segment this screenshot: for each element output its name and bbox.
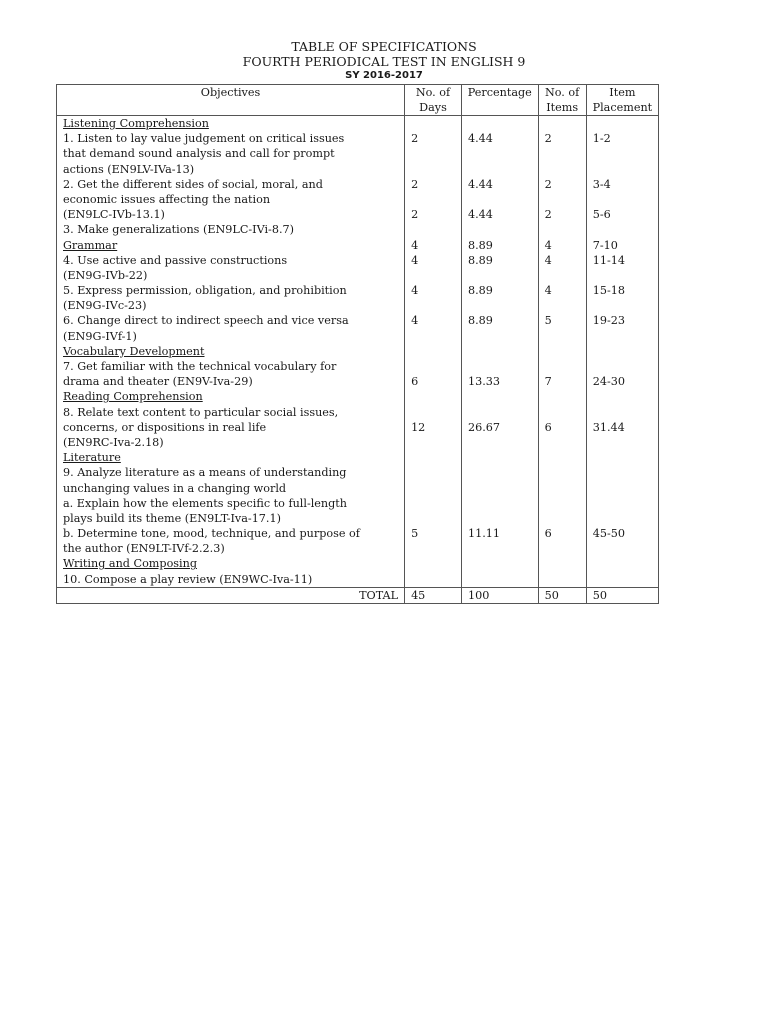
objective-line: 2. Get the different sides of social, moral, and (63, 177, 323, 191)
items-value (545, 298, 582, 313)
items-value: 4 (544, 253, 552, 267)
header-objectives-label: Objectives (200, 86, 261, 99)
objective-line: (EN9G-IVb-22) (63, 268, 148, 282)
document-header (0, 40, 768, 82)
days-value: 4 (411, 253, 419, 267)
total-days: 45 (405, 587, 462, 603)
objective-line: 7. Get familiar with the technical vocabulary for (63, 360, 337, 373)
objective-line: actions (EN9LV-IVa-13) (63, 162, 195, 176)
days-value (411, 405, 457, 420)
percentage-value (468, 389, 534, 404)
header-items-line2: Items (546, 101, 579, 114)
percentage-value (468, 496, 534, 511)
header-placement-line1: Item (609, 86, 636, 99)
items-value (545, 359, 582, 374)
document-subtitle: FOURTH PERIODICAL TEST IN ENGLISH 9 (242, 54, 526, 69)
items-value (545, 481, 582, 496)
items-value (545, 556, 582, 571)
objective-line: plays build its theme (EN9LT-Iva-17.1) (63, 511, 281, 525)
days-value (411, 389, 457, 404)
days-value: 4 (411, 314, 419, 328)
days-value (411, 481, 457, 496)
items-value (545, 572, 582, 587)
percentage-value: 8.89 (467, 238, 493, 252)
percentage-value (468, 465, 534, 480)
percentage-value: 4.44 (467, 132, 493, 146)
percentage-value: 11.11 (467, 527, 500, 541)
objective-line: (EN9G-IVf-1) (63, 329, 137, 343)
objective-line: 6. Change direct to indirect speech and vice versa (63, 314, 349, 328)
objective-line: 1. Listen to lay value judgement on critical issues (63, 132, 345, 146)
items-value: 2 (544, 208, 552, 222)
objective-line: that demand sound analysis and call for prompt (63, 147, 335, 161)
section-heading: Reading Comprehension (63, 390, 203, 404)
percentage-value: 13.33 (467, 375, 500, 389)
section-heading: Listening Comprehension (63, 117, 209, 130)
header-days (405, 85, 462, 116)
items-value (545, 329, 582, 344)
percentage-value (468, 450, 534, 465)
items-value (545, 465, 582, 480)
percentage-value (468, 268, 534, 283)
days-value (411, 359, 457, 374)
days-value: 2 (411, 132, 419, 146)
objective-line: 10. Compose a play review (EN9WC-Iva-11) (63, 572, 313, 586)
table-body-row (57, 116, 659, 588)
percentage-value: 4.44 (467, 208, 493, 222)
days-value (411, 329, 457, 344)
items-value (545, 222, 582, 237)
total-percentage: 100 (461, 587, 538, 603)
days-value (411, 541, 457, 556)
placement-value (593, 116, 654, 131)
percentage-value: 8.89 (467, 314, 493, 328)
percentage-value (468, 556, 534, 571)
total-items: 50 (538, 587, 586, 603)
placement-value: 15-18 (592, 284, 625, 298)
objectives-cell (57, 116, 405, 588)
items-value: 2 (544, 177, 552, 191)
days-value (411, 268, 457, 283)
percentage-value (468, 481, 534, 496)
days-value: 4 (411, 238, 419, 252)
placement-value (593, 268, 654, 283)
days-value (411, 511, 457, 526)
days-value: 2 (411, 208, 419, 222)
items-value (545, 496, 582, 511)
placement-value (593, 146, 654, 161)
days-value (411, 298, 457, 313)
total-placement: 50 (586, 587, 658, 603)
percentage-value: 26.67 (467, 420, 500, 434)
percentage-value (468, 572, 534, 587)
objective-line: 9. Analyze literature as a means of understanding (63, 466, 347, 480)
objective-line: the author (EN9LT-IVf-2.2.3) (63, 542, 225, 556)
school-year: SY 2016-2017 (345, 70, 423, 81)
days-cell (405, 116, 462, 588)
items-value: 6 (544, 420, 552, 434)
items-value: 7 (544, 375, 552, 389)
placement-value (593, 556, 654, 571)
items-value (545, 435, 582, 450)
header-items (538, 85, 586, 116)
items-value (545, 192, 582, 207)
section-heading: Literature (63, 451, 121, 465)
items-value (545, 450, 582, 465)
header-items-line1: No. of (544, 86, 580, 99)
placement-value (593, 405, 654, 420)
placement-value: 19-23 (592, 314, 625, 328)
objective-line: (EN9LC-IVb-13.1) (63, 208, 165, 222)
header-placement (586, 85, 658, 116)
placement-value: 5-6 (592, 208, 611, 222)
percentage-value (468, 329, 534, 344)
header-days-line2: Days (419, 101, 447, 114)
objective-line: 4. Use active and passive constructions (63, 253, 288, 267)
percentage-value (468, 146, 534, 161)
placement-value (593, 435, 654, 450)
placement-value (593, 329, 654, 344)
items-value (545, 344, 582, 359)
placement-value: 45-50 (592, 527, 625, 541)
percentage-value (468, 162, 534, 177)
days-value (411, 222, 457, 237)
objective-line: unchanging values in a changing world (63, 481, 287, 495)
total-label: TOTAL (57, 587, 405, 603)
placement-value: 31.44 (592, 420, 625, 434)
objective-line: economic issues affecting the nation (63, 192, 271, 206)
items-value (545, 389, 582, 404)
percentage-value (468, 192, 534, 207)
placement-value (593, 192, 654, 207)
percentage-value (468, 359, 534, 374)
placement-value (593, 465, 654, 480)
placement-value (593, 511, 654, 526)
placement-value (593, 481, 654, 496)
days-value: 4 (411, 284, 419, 298)
days-value (411, 146, 457, 161)
placement-value (593, 496, 654, 511)
header-placement-line2: Placement (592, 101, 653, 114)
items-value: 5 (544, 314, 552, 328)
objective-line: a. Explain how the elements specific to full-length (63, 496, 347, 510)
placement-cell (586, 116, 658, 588)
days-value (411, 572, 457, 587)
objective-line: (EN9RC-Iva-2.18) (63, 435, 164, 449)
placement-value (593, 222, 654, 237)
days-value (411, 496, 457, 511)
items-value: 4 (544, 284, 552, 298)
items-value (545, 146, 582, 161)
objective-line: b. Determine tone, mood, technique, and purpose of (63, 527, 360, 541)
placement-value: 3-4 (592, 177, 611, 191)
placement-value: 24-30 (592, 375, 625, 389)
percentage-value (468, 405, 534, 420)
placement-value: 11-14 (592, 253, 625, 267)
percentage-value (468, 541, 534, 556)
items-value (545, 541, 582, 556)
section-heading: Writing and Composing (63, 557, 197, 571)
items-value (545, 116, 582, 131)
objective-line: (EN9G-IVc-23) (63, 299, 147, 313)
percentage-value: 4.44 (467, 177, 493, 191)
placement-value (593, 572, 654, 587)
days-value (411, 162, 457, 177)
percentage-value (468, 435, 534, 450)
percentage-value (468, 344, 534, 359)
percentage-value: 8.89 (467, 284, 493, 298)
items-value: 2 (544, 132, 552, 146)
days-value (411, 435, 457, 450)
placement-value (593, 389, 654, 404)
header-percentage-label: Percentage (467, 86, 532, 99)
placement-value: 1-2 (592, 132, 611, 146)
header-objectives (57, 85, 405, 116)
placement-value (593, 162, 654, 177)
objective-line: concerns, or dispositions in real life (63, 420, 267, 434)
percentage-value (468, 222, 534, 237)
percentage-value (468, 511, 534, 526)
placement-value: 7-10 (592, 238, 618, 252)
days-value (411, 344, 457, 359)
placement-value (593, 450, 654, 465)
header-days-line1: No. of (415, 86, 451, 99)
days-value: 6 (411, 375, 419, 389)
header-percentage (461, 85, 538, 116)
objective-line: 8. Relate text content to particular social issues, (63, 405, 339, 419)
days-value: 2 (411, 177, 419, 191)
objective-line: 3. Make generalizations (EN9LC-IVi-8.7) (63, 223, 294, 237)
objective-line: drama and theater (EN9V-Iva-29) (63, 375, 253, 389)
days-value (411, 192, 457, 207)
placement-value (593, 541, 654, 556)
items-value (545, 405, 582, 420)
days-value (411, 116, 457, 131)
items-value (545, 511, 582, 526)
items-value (545, 268, 582, 283)
percentage-value (468, 298, 534, 313)
section-heading: Vocabulary Development (63, 344, 205, 358)
specifications-table (56, 84, 659, 604)
items-value (545, 162, 582, 177)
placement-value (593, 298, 654, 313)
objective-line: 5. Express permission, obligation, and prohibition (63, 284, 347, 298)
total-row (57, 587, 659, 603)
percentage-value (468, 116, 534, 131)
percentage-cell (461, 116, 538, 588)
days-value: 5 (411, 527, 419, 541)
document-title: TABLE OF SPECIFICATIONS (291, 39, 477, 54)
days-value (411, 465, 457, 480)
placement-value (593, 344, 654, 359)
days-value: 12 (411, 420, 426, 434)
section-heading: Grammar (63, 238, 118, 252)
items-value: 4 (544, 238, 552, 252)
days-value (411, 556, 457, 571)
percentage-value: 8.89 (467, 253, 493, 267)
placement-value (593, 359, 654, 374)
items-value: 6 (544, 527, 552, 541)
days-value (411, 450, 457, 465)
table-header-row (57, 85, 659, 116)
items-cell (538, 116, 586, 588)
